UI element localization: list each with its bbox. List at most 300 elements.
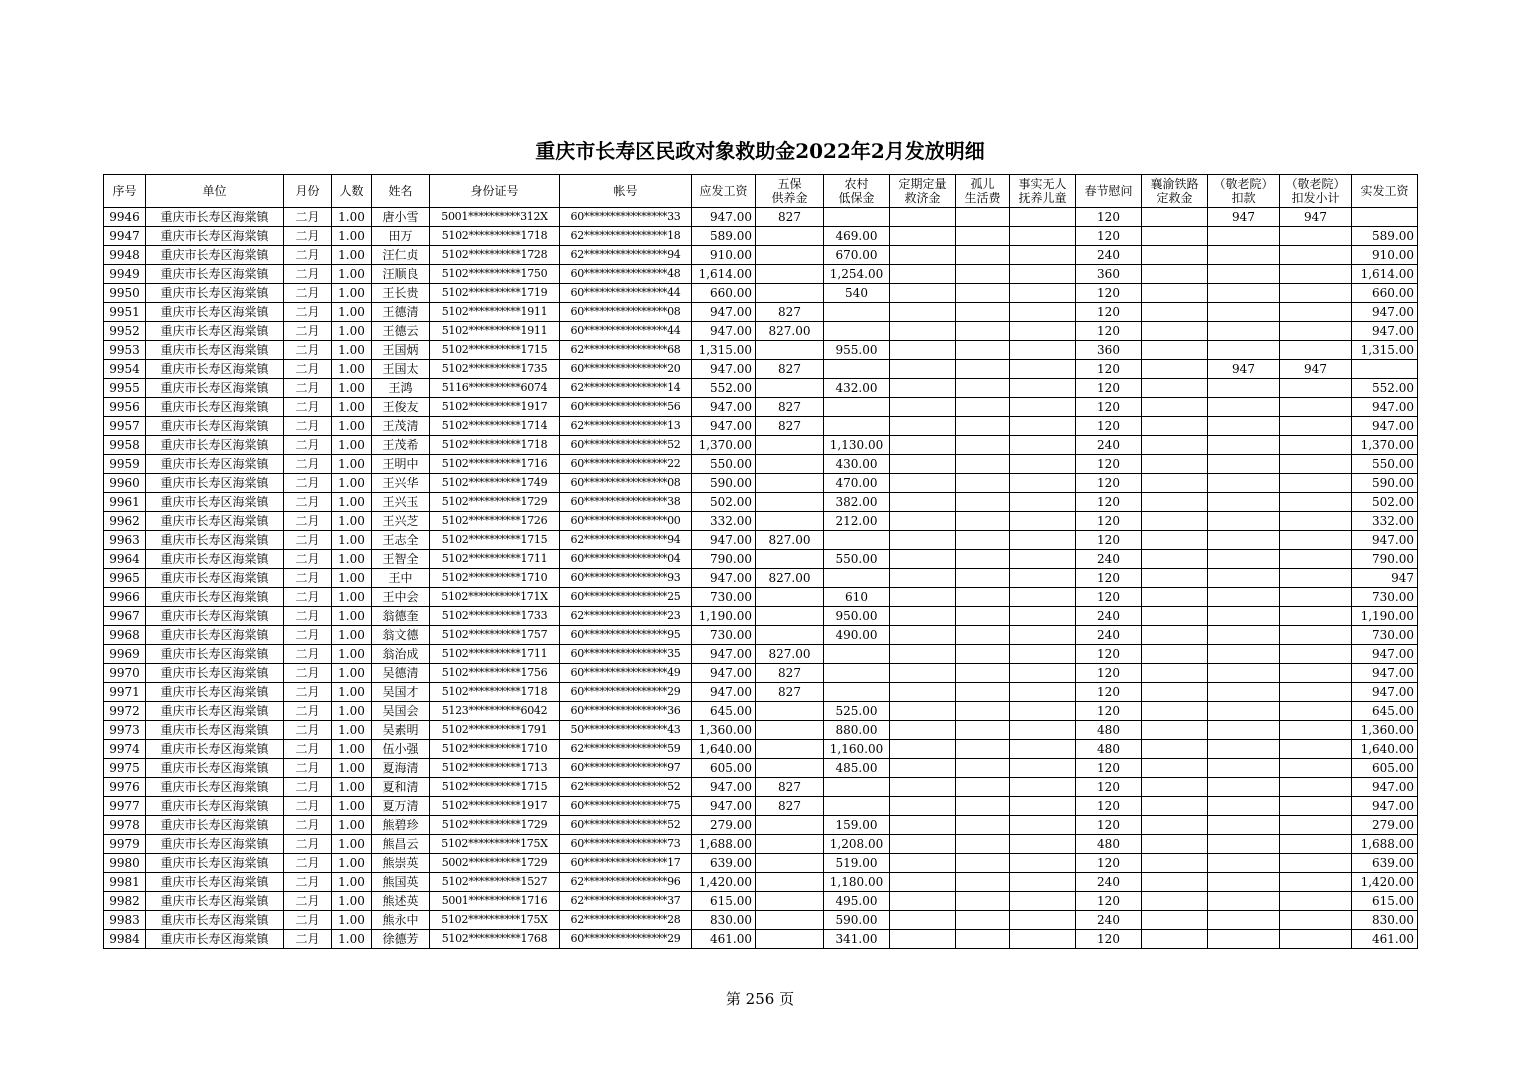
table-row [104,607,1418,626]
table-row [104,835,1418,854]
table-cell: 947.00 [1352,797,1418,816]
table-cell: 重庆市长寿区海棠镇 [146,778,284,797]
table-cell [1142,778,1208,797]
table-cell [1208,474,1280,493]
table-cell [1010,227,1076,246]
column-header: 身份证号 [430,175,560,208]
table-cell: 9965 [104,569,146,588]
table-cell: 9982 [104,892,146,911]
table-cell [890,721,956,740]
table-cell [890,854,956,873]
table-cell: 120 [1076,227,1142,246]
table-cell [824,797,890,816]
table-cell [1280,417,1352,436]
table-cell [956,360,1010,379]
table-cell: 60****************20 [560,360,692,379]
table-cell: 王茂希 [372,436,430,455]
table-cell: 60****************08 [560,474,692,493]
table-cell [1280,493,1352,512]
table-cell: 240 [1076,626,1142,645]
table-cell: 610 [824,588,890,607]
table-cell: 重庆市长寿区海棠镇 [146,702,284,721]
table-cell: 汪仁贞 [372,246,430,265]
table-row [104,797,1418,816]
table-cell: 熊国英 [372,873,430,892]
table-cell [1142,493,1208,512]
table-cell: 60****************93 [560,569,692,588]
table-cell [956,911,1010,930]
table-cell [1142,607,1208,626]
table-cell: 9979 [104,835,146,854]
table-cell [1280,892,1352,911]
table-cell: 60****************73 [560,835,692,854]
table-cell [1142,531,1208,550]
table-cell [1142,588,1208,607]
table-cell: 947.00 [692,683,756,702]
table-cell: 5102**********1729 [430,493,560,512]
table-cell: 徐德芳 [372,930,430,949]
table-cell: 5102**********1917 [430,797,560,816]
table-cell: 5102**********1718 [430,227,560,246]
table-cell [1280,379,1352,398]
table-row [104,265,1418,284]
table-cell [890,569,956,588]
table-cell [1010,588,1076,607]
table-cell [890,873,956,892]
table-cell: 1.00 [332,531,372,550]
table-cell: 120 [1076,531,1142,550]
table-cell: 947.00 [692,398,756,417]
table-cell [1208,398,1280,417]
table-row [104,493,1418,512]
table-cell: 947.00 [692,322,756,341]
table-cell: 60****************75 [560,797,692,816]
table-cell: 1.00 [332,227,372,246]
table-cell [890,474,956,493]
table-cell: 120 [1076,816,1142,835]
table-cell: 480 [1076,835,1142,854]
table-cell [956,759,1010,778]
table-cell: 240 [1076,911,1142,930]
table-cell [1208,626,1280,645]
table-cell: 947.00 [1352,778,1418,797]
table-cell: 9959 [104,455,146,474]
table-cell: 重庆市长寿区海棠镇 [146,645,284,664]
table-cell [756,493,824,512]
table-cell: 重庆市长寿区海棠镇 [146,816,284,835]
table-cell: 重庆市长寿区海棠镇 [146,550,284,569]
table-row [104,322,1418,341]
table-cell: 王兴华 [372,474,430,493]
table-cell: 1,688.00 [692,835,756,854]
table-cell [956,816,1010,835]
table-cell [890,436,956,455]
table-cell [1010,417,1076,436]
table-cell [956,930,1010,949]
table-cell: 5102**********1527 [430,873,560,892]
column-header: 应发工资 [692,175,756,208]
table-cell [1142,417,1208,436]
table-cell [1280,436,1352,455]
table-cell: 480 [1076,740,1142,759]
table-cell: 汪顺良 [372,265,430,284]
table-cell [1010,911,1076,930]
table-cell: 二月 [284,512,332,531]
table-cell [1280,607,1352,626]
table-cell [1280,531,1352,550]
table-cell: 590.00 [824,911,890,930]
table-cell [1142,208,1208,227]
table-cell: 120 [1076,702,1142,721]
table-cell [890,816,956,835]
table-cell: 1.00 [332,588,372,607]
table-cell [1010,322,1076,341]
table-cell [890,607,956,626]
table-cell: 60****************38 [560,493,692,512]
table-cell [1280,778,1352,797]
table-cell: 62****************59 [560,740,692,759]
table-cell: 王志全 [372,531,430,550]
table-cell: 910.00 [1352,246,1418,265]
table-row [104,227,1418,246]
table-cell: 60****************48 [560,265,692,284]
table-cell [1208,702,1280,721]
table-body [104,208,1418,949]
table-cell [1208,892,1280,911]
table-cell [1208,493,1280,512]
table-cell [890,797,956,816]
table-cell: 60****************17 [560,854,692,873]
table-cell: 332.00 [692,512,756,531]
table-cell: 279.00 [692,816,756,835]
table-cell: 120 [1076,417,1142,436]
table-cell: 9963 [104,531,146,550]
table-cell: 827 [756,797,824,816]
table-cell [1208,740,1280,759]
table-cell: 525.00 [824,702,890,721]
table-cell: 1,315.00 [1352,341,1418,360]
table-cell: 950.00 [824,607,890,626]
table-cell [1142,854,1208,873]
table-cell: 二月 [284,569,332,588]
table-cell: 重庆市长寿区海棠镇 [146,360,284,379]
table-cell [824,398,890,417]
table-cell: 827 [756,360,824,379]
table-cell [956,854,1010,873]
table-cell [1010,816,1076,835]
table-cell: 590.00 [692,474,756,493]
table-cell: 947.00 [692,531,756,550]
table-cell: 120 [1076,284,1142,303]
table-row [104,930,1418,949]
table-cell [890,379,956,398]
table-cell: 重庆市长寿区海棠镇 [146,322,284,341]
column-header: 孤儿 生活费 [956,175,1010,208]
table-cell [1010,626,1076,645]
column-header: （敬老院） 扣款 [1208,175,1280,208]
table-cell: 重庆市长寿区海棠镇 [146,208,284,227]
table-cell [1208,759,1280,778]
table-cell [1280,873,1352,892]
table-cell: 9948 [104,246,146,265]
table-cell: 947.00 [1352,531,1418,550]
table-cell: 9954 [104,360,146,379]
table-cell: 田万 [372,227,430,246]
table-cell: 重庆市长寿区海棠镇 [146,379,284,398]
table-cell: 827 [756,417,824,436]
table-cell: 二月 [284,455,332,474]
table-cell [890,911,956,930]
table-cell [956,246,1010,265]
column-header: 实发工资 [1352,175,1418,208]
table-cell: 120 [1076,379,1142,398]
table-cell [956,531,1010,550]
table-cell [1142,797,1208,816]
table-cell [890,778,956,797]
table-cell [1208,417,1280,436]
table-cell: 240 [1076,550,1142,569]
table-cell: 9974 [104,740,146,759]
table-cell: 重庆市长寿区海棠镇 [146,436,284,455]
table-cell [1208,816,1280,835]
table-cell: 830.00 [692,911,756,930]
table-cell [1010,873,1076,892]
table-row [104,873,1418,892]
table-cell: 660.00 [1352,284,1418,303]
table-cell: 二月 [284,892,332,911]
table-cell: 二月 [284,607,332,626]
table-cell [1280,702,1352,721]
table-cell [890,683,956,702]
table-cell [1280,683,1352,702]
table-cell: 二月 [284,873,332,892]
table-cell [956,607,1010,626]
table-cell: 王鸿 [372,379,430,398]
table-cell [1280,341,1352,360]
table-cell: 947.00 [692,417,756,436]
table-cell [1010,892,1076,911]
table-cell: 5102**********1911 [430,303,560,322]
table-cell: 5102**********1791 [430,721,560,740]
table-cell: 重庆市长寿区海棠镇 [146,417,284,436]
table-cell: 9964 [104,550,146,569]
table-cell: 60****************49 [560,664,692,683]
table-cell: 王兴玉 [372,493,430,512]
table-cell: 重庆市长寿区海棠镇 [146,721,284,740]
column-header: 春节慰问 [1076,175,1142,208]
table-cell [956,341,1010,360]
table-cell: 1.00 [332,265,372,284]
table-cell [1142,683,1208,702]
table-cell: 5102**********1714 [430,417,560,436]
table-cell: 1.00 [332,778,372,797]
table-cell: 947.00 [1352,417,1418,436]
column-header: 单位 [146,175,284,208]
table-cell: 62****************96 [560,873,692,892]
table-cell [756,835,824,854]
table-cell: 9946 [104,208,146,227]
table-cell: 60****************29 [560,930,692,949]
table-cell [1010,550,1076,569]
table-cell: 5102**********1768 [430,930,560,949]
table-cell [956,436,1010,455]
table-cell: 1,370.00 [692,436,756,455]
table-cell: 重庆市长寿区海棠镇 [146,569,284,588]
table-cell [1142,569,1208,588]
table-cell: 重庆市长寿区海棠镇 [146,930,284,949]
table-cell [890,588,956,607]
table-cell: 615.00 [1352,892,1418,911]
table-cell: 1,614.00 [692,265,756,284]
table-cell [956,208,1010,227]
table-cell [956,892,1010,911]
table-cell: 伍小强 [372,740,430,759]
table-cell: 120 [1076,208,1142,227]
table-cell: 947 [1208,208,1280,227]
table-cell: 二月 [284,208,332,227]
table-cell [1208,835,1280,854]
table-cell: 60****************35 [560,645,692,664]
table-cell: 589.00 [692,227,756,246]
table-cell [1280,474,1352,493]
table-cell: 120 [1076,892,1142,911]
table-cell: 5102**********175X [430,911,560,930]
table-cell [756,474,824,493]
table-cell: 王茂清 [372,417,430,436]
table-cell: 重庆市长寿区海棠镇 [146,493,284,512]
table-cell: 947.00 [1352,322,1418,341]
table-cell [1280,550,1352,569]
table-cell [756,379,824,398]
table-cell [1142,265,1208,284]
table-cell [824,208,890,227]
table-cell [1010,683,1076,702]
table-cell [1010,436,1076,455]
table-cell: 1.00 [332,360,372,379]
table-row [104,759,1418,778]
table-cell [1208,322,1280,341]
table-cell [756,816,824,835]
table-cell [956,455,1010,474]
table-row [104,208,1418,227]
table-cell [1010,341,1076,360]
table-cell: 1,420.00 [1352,873,1418,892]
table-cell [956,721,1010,740]
table-cell [1010,360,1076,379]
table-cell [1280,645,1352,664]
table-row [104,436,1418,455]
table-cell: 1,190.00 [1352,607,1418,626]
table-cell: 60****************29 [560,683,692,702]
table-cell: 夏海清 [372,759,430,778]
column-header: 五保 供养金 [756,175,824,208]
table-cell [1010,493,1076,512]
table-cell: 5102**********1757 [430,626,560,645]
table-cell: 341.00 [824,930,890,949]
table-cell [1208,645,1280,664]
table-cell [890,322,956,341]
table-cell [756,740,824,759]
table-cell [756,588,824,607]
table-cell: 重庆市长寿区海棠镇 [146,455,284,474]
table-cell [1208,284,1280,303]
table-cell [1142,645,1208,664]
table-cell [1208,265,1280,284]
table-cell: 重庆市长寿区海棠镇 [146,588,284,607]
table-cell: 重庆市长寿区海棠镇 [146,303,284,322]
table-cell: 5102**********1917 [430,398,560,417]
table-cell [824,683,890,702]
table-cell: 62****************52 [560,778,692,797]
table-cell: 120 [1076,474,1142,493]
table-cell [756,626,824,645]
table-cell [1208,436,1280,455]
table-cell: 9951 [104,303,146,322]
table-cell: 60****************08 [560,303,692,322]
table-cell: 827.00 [756,531,824,550]
table-cell: 1.00 [332,379,372,398]
table-cell [890,208,956,227]
table-cell [890,759,956,778]
table-cell [890,512,956,531]
table-row [104,702,1418,721]
table-cell [1208,303,1280,322]
table-cell: 二月 [284,854,332,873]
table-cell [756,702,824,721]
table-cell: 947.00 [692,569,756,588]
table-cell: 9962 [104,512,146,531]
table-cell [1280,759,1352,778]
table-cell [956,740,1010,759]
table-cell [756,550,824,569]
column-header: 人数 [332,175,372,208]
table-cell [1142,816,1208,835]
table-cell: 9947 [104,227,146,246]
table-cell: 639.00 [1352,854,1418,873]
table-cell: 二月 [284,626,332,645]
table-cell [1010,854,1076,873]
table-cell: 重庆市长寿区海棠镇 [146,284,284,303]
table-cell [1010,398,1076,417]
table-cell: 430.00 [824,455,890,474]
table-cell: 605.00 [692,759,756,778]
table-cell: 二月 [284,797,332,816]
table-cell: 1.00 [332,645,372,664]
table-cell: 二月 [284,683,332,702]
table-cell: 9967 [104,607,146,626]
table-cell: 5102**********1710 [430,740,560,759]
table-cell: 9978 [104,816,146,835]
table-cell: 5102**********1756 [430,664,560,683]
table-cell: 1,420.00 [692,873,756,892]
table-header-row [104,175,1418,208]
table-cell: 1.00 [332,322,372,341]
table-cell: 1.00 [332,740,372,759]
table-cell [824,303,890,322]
table-cell [1280,569,1352,588]
table-cell: 120 [1076,664,1142,683]
table-cell [956,664,1010,683]
table-cell: 1.00 [332,550,372,569]
table-cell: 5116**********6074 [430,379,560,398]
table-cell: 1,254.00 [824,265,890,284]
table-cell: 重庆市长寿区海棠镇 [146,797,284,816]
table-cell [1010,531,1076,550]
table-cell [956,569,1010,588]
table-cell [1142,892,1208,911]
table-row [104,550,1418,569]
table-cell: 730.00 [692,626,756,645]
